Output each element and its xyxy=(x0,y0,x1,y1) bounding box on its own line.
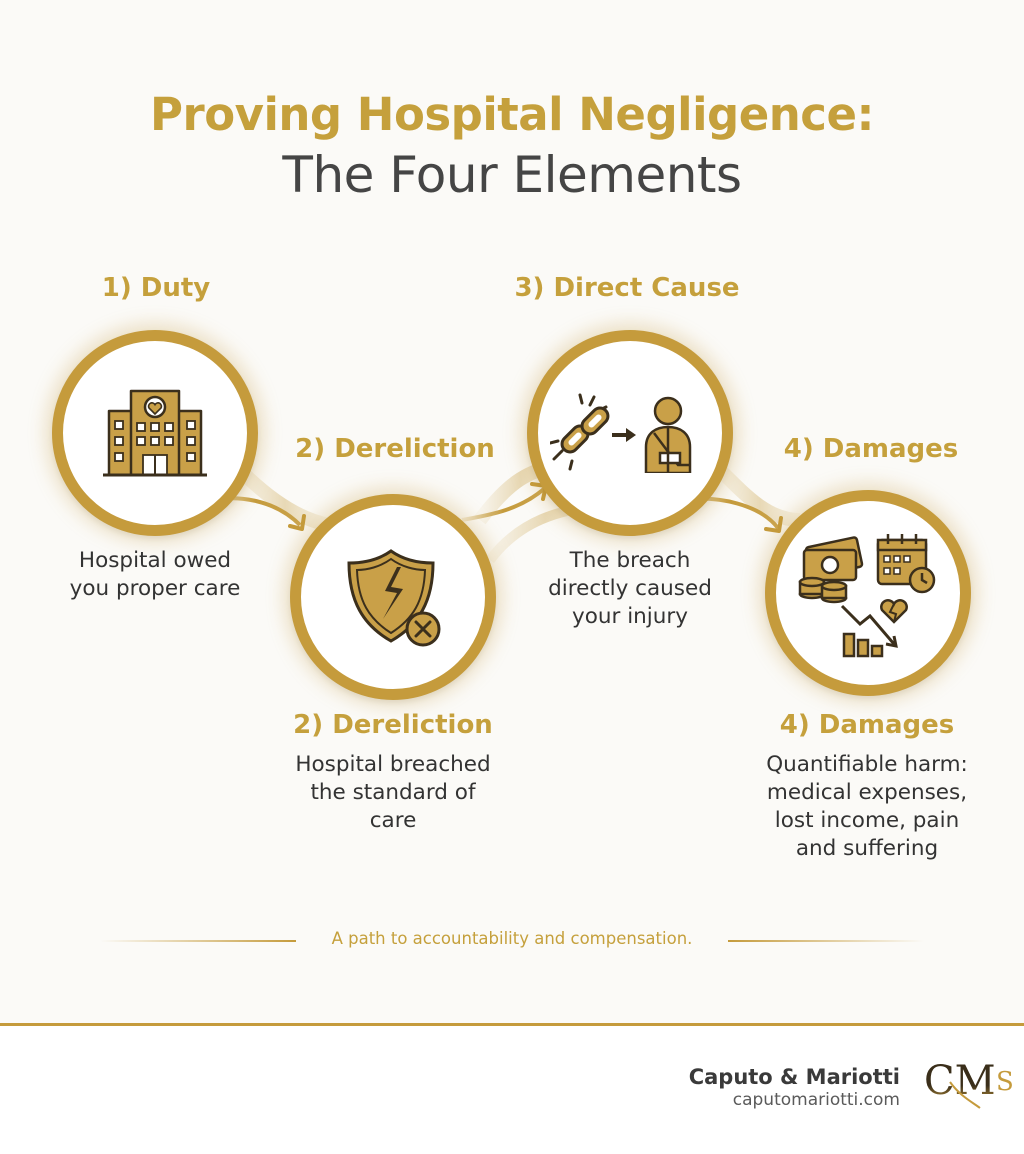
step-2-desc-line-3: care xyxy=(369,808,417,833)
step-2-circle xyxy=(290,494,496,700)
step-2-label-bottom: 2) Dereliction xyxy=(293,710,493,740)
step-4-label-top: 4) Damages xyxy=(783,434,959,464)
logo-text: CM xyxy=(924,1058,996,1104)
cm-logo-icon xyxy=(920,1052,1024,1112)
broken-chain-to-injured-person-icon xyxy=(550,393,710,473)
money-calendar-loss-icon xyxy=(798,528,938,658)
firm-name: Caputo & Mariotti xyxy=(688,1065,900,1089)
step-1-circle xyxy=(52,330,258,536)
step-3-desc-line-2: directly caused xyxy=(548,576,712,601)
step-4-circle xyxy=(765,490,971,696)
step-3-description xyxy=(510,547,750,631)
step-2-desc-line-1: Hospital breached xyxy=(295,752,491,777)
ribbon-1 xyxy=(240,470,330,525)
tagline-rule-right xyxy=(728,940,924,942)
step-4-desc-line-3: lost income, pain xyxy=(774,808,960,833)
step-1-label: 1) Duty xyxy=(101,273,211,303)
step-4-desc-line-4: and suffering xyxy=(795,836,939,861)
firm-logo xyxy=(920,1052,1024,1112)
step-1-desc-line-1: Hospital owed xyxy=(78,548,232,573)
step-4-label-bottom: 4) Damages xyxy=(779,710,955,740)
step-2-label-top: 2) Dereliction xyxy=(295,434,495,464)
step-2-desc-line-2: the standard of xyxy=(310,780,476,805)
title-line-1: Proving Hospital Negligence: xyxy=(150,88,874,141)
tagline: A path to accountability and compensation. xyxy=(331,929,693,948)
hospital-icon xyxy=(103,385,207,481)
step-3-desc-line-3: your injury xyxy=(572,604,688,629)
step-1-description xyxy=(40,547,270,603)
broken-shield-icon xyxy=(341,545,445,649)
step-4-desc-line-1: Quantifiable harm: xyxy=(766,752,968,777)
step-3-label: 3) Direct Cause xyxy=(514,273,740,303)
firm-url[interactable]: caputomariotti.com xyxy=(732,1090,900,1110)
step-4-desc-line-2: medical expenses, xyxy=(766,780,968,805)
step-4-description xyxy=(742,751,992,863)
svg-text:S: S xyxy=(996,1067,1014,1097)
step-3-desc-line-1: The breach xyxy=(569,548,691,573)
step-1-desc-line-2: you proper care xyxy=(69,576,241,601)
title-line-2: The Four Elements xyxy=(282,146,742,204)
footer-divider xyxy=(0,1023,1024,1026)
step-2-description xyxy=(268,751,518,835)
step-3-circle xyxy=(527,330,733,536)
